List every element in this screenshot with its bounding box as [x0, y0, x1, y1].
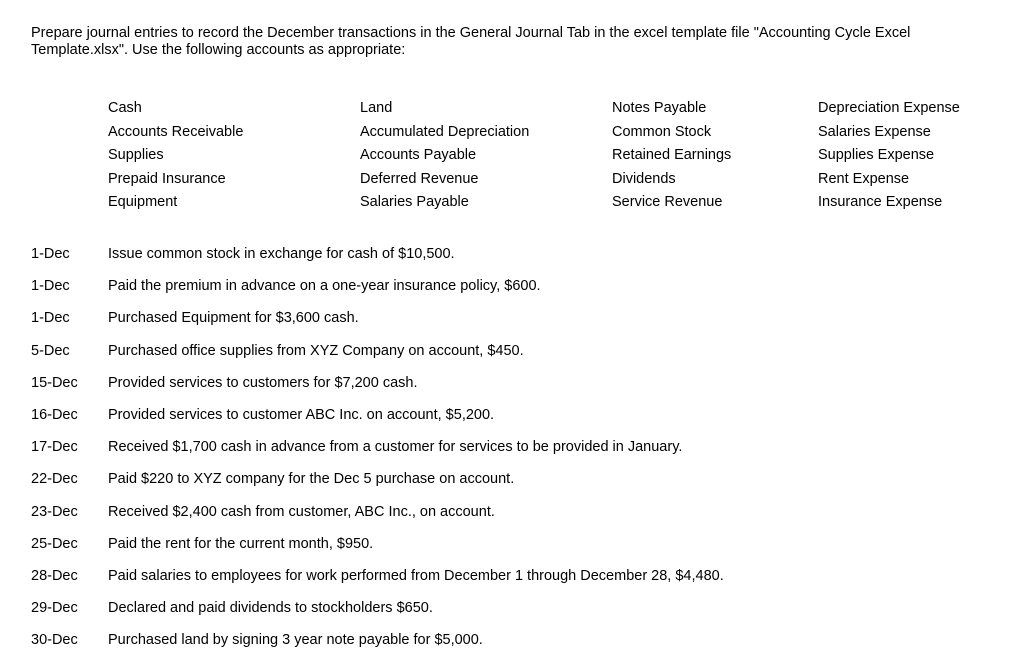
transactions-list	[31, 245, 991, 663]
account-name: Rent Expense	[818, 170, 910, 187]
transaction-description: Paid the rent for the current month, $950.	[108, 535, 374, 552]
account-name: Accumulated Depreciation	[360, 123, 530, 140]
account-name: Salaries Expense	[818, 123, 931, 140]
transaction-description: Purchased Equipment for $3,600 cash.	[108, 310, 359, 327]
accounts-column-equity-revenue	[612, 99, 731, 217]
account-name: Accounts Payable	[360, 147, 477, 164]
transaction-row	[31, 245, 991, 277]
transaction-description: Provided services to customer ABC Inc. on account, $5,200.	[108, 406, 495, 423]
transaction-date: 15-Dec	[31, 374, 78, 391]
accounts-list	[108, 99, 1008, 219]
transaction-date: 28-Dec	[31, 567, 78, 584]
account-name: Retained Earnings	[612, 147, 732, 164]
accounts-column-assets	[108, 99, 243, 217]
transaction-row	[31, 470, 991, 502]
transaction-description: Paid salaries to employees for work performed from December 1 through December 28, $4,480.	[108, 567, 724, 584]
transaction-date: 30-Dec	[31, 632, 78, 649]
transaction-description: Declared and paid dividends to stockholders $650.	[108, 600, 433, 617]
transaction-row	[31, 277, 991, 309]
accounts-column-assets-liabilities	[360, 99, 529, 217]
account-name: Supplies Expense	[818, 147, 935, 164]
transaction-date: 1-Dec	[31, 278, 70, 295]
transaction-row	[31, 438, 991, 470]
account-name: Salaries Payable	[360, 194, 469, 211]
account-name: Common Stock	[612, 123, 712, 140]
transaction-date: 22-Dec	[31, 471, 78, 488]
transaction-date: 5-Dec	[31, 342, 70, 359]
account-name: Dividends	[612, 170, 676, 187]
account-name: Deferred Revenue	[360, 170, 479, 187]
transaction-date: 29-Dec	[31, 600, 78, 617]
account-name: Notes Payable	[612, 100, 707, 116]
transaction-date: 17-Dec	[31, 439, 78, 456]
transaction-row	[31, 599, 991, 631]
transaction-description: Received $2,400 cash from customer, ABC Inc., on account.	[108, 503, 495, 520]
transaction-row	[31, 503, 991, 535]
account-name: Supplies	[108, 147, 164, 164]
transaction-row	[31, 631, 991, 663]
transaction-row	[31, 567, 991, 599]
transaction-date: 1-Dec	[31, 246, 70, 262]
account-name: Prepaid Insurance	[108, 170, 226, 187]
transaction-date: 23-Dec	[31, 503, 78, 520]
transaction-description: Paid the premium in advance on a one-year insurance policy, $600.	[108, 278, 541, 295]
account-name: Depreciation Expense	[818, 100, 960, 116]
transaction-date: 16-Dec	[31, 406, 78, 423]
transaction-row	[31, 309, 991, 341]
account-name: Accounts Receivable	[108, 123, 244, 140]
transaction-date: 25-Dec	[31, 535, 78, 552]
account-name: Land	[360, 100, 393, 116]
transaction-row	[31, 535, 991, 567]
transaction-row	[31, 342, 991, 374]
accounts-column-expenses	[818, 99, 960, 217]
transaction-row	[31, 374, 991, 406]
account-name: Service Revenue	[612, 194, 723, 211]
transaction-date: 1-Dec	[31, 310, 70, 327]
transaction-description: Provided services to customers for $7,200 cash.	[108, 374, 418, 391]
transaction-row	[31, 406, 991, 438]
account-name: Equipment	[108, 194, 178, 211]
transaction-description: Purchased office supplies from XYZ Company on account, $450.	[108, 342, 524, 359]
transaction-description: Paid $220 to XYZ company for the Dec 5 purchase on account.	[108, 471, 515, 488]
account-name: Insurance Expense	[818, 194, 943, 211]
transaction-description: Issue common stock in exchange for cash of $10,500.	[108, 246, 455, 262]
transaction-description: Purchased land by signing 3 year note payable for $5,000.	[108, 632, 483, 649]
instructions-text: Prepare journal entries to record the December transactions in the General Journal Tab in the excel template file "Accounting Cycle Excel Template.xlsx". Use the following accounts as appropriate:	[31, 25, 911, 58]
account-name: Cash	[108, 100, 142, 116]
transaction-description: Received $1,700 cash in advance from a customer for services to be provided in January.	[108, 439, 683, 456]
